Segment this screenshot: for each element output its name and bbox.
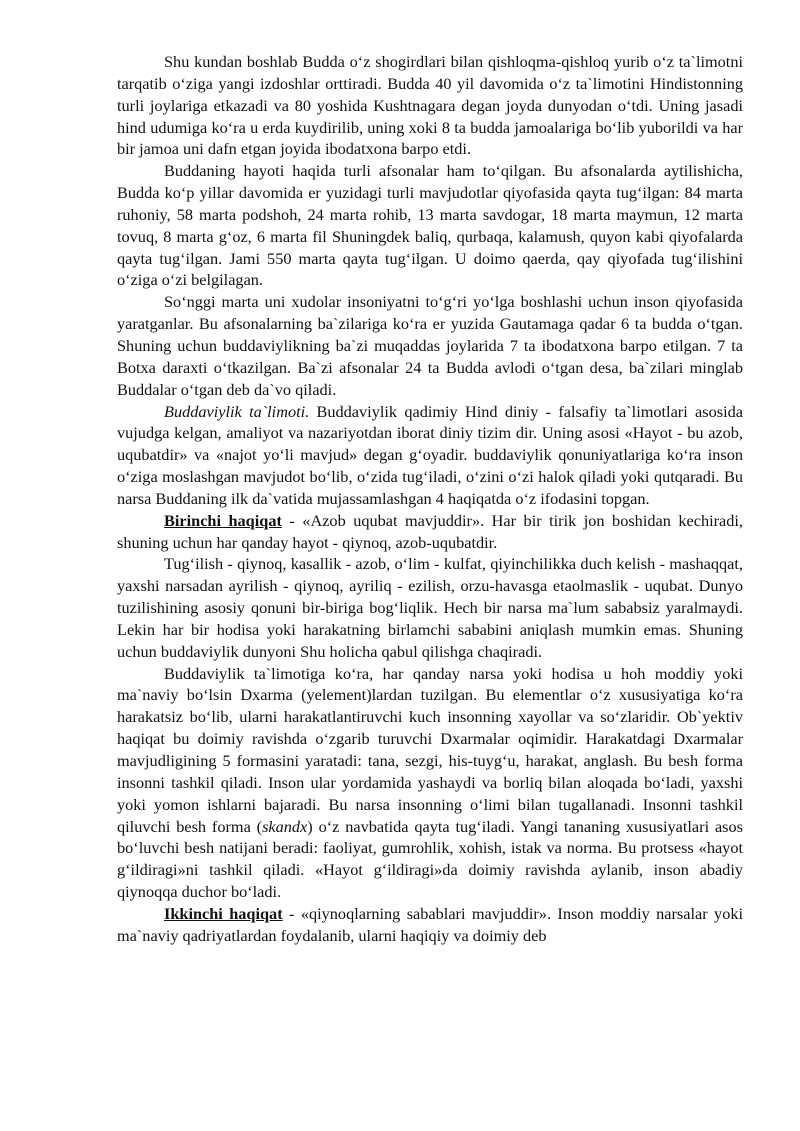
italic-term: skandx	[262, 816, 308, 836]
paragraph-text: So‘nggi marta uni xudolar insoniyatni to‘g‘ri yo‘lga boshlashi uchun inson qiyofasida yaratganlar. Bu afsonalarning ba`zilariga ko‘ra er yuzida Gautamaga qadar 6 ta budda o‘tgan. Shuning uchun buddaviylikning ba`zi muqaddas joylarida 7 ta ibodatxona barpo etilgan. 7 ta Botxa daraxti o‘tkazilgan. Ba`zi afsonalar 24 ta Budda avlodi o‘tgan desa, ba`zilari minglab Buddalar o‘tgan deb da`vo qiladi.	[117, 292, 743, 399]
paragraph-buddhism-teaching	[117, 401, 743, 510]
paragraph-budda-legends	[117, 160, 743, 291]
paragraph-text: - «qiynoqlarning sabablari mavjuddir». Inson moddiy narsalar yoki ma`naviy qadriyatlardan foydalanib, ularni haqiqiy va doimiy deb	[117, 903, 744, 945]
paragraph-text: Tug‘ilish - qiynoq, kasallik - azob, o‘lim - kulfat, qiyinchilikka duch kelish - mashaqqat, yaxshi narsadan ayrilish - qiynoq, ayriliq - ezilish, orzu-havasga etaolmaslik - uqubat. Dunyo tuzilishining asosiy qonuni bir-biriga bog‘liqlik. Hech bir narsa ma`lum sababsiz yaralmaydi. Lekin har bir hodisa yoki harakatning birlamchi sababini aniqlash mumkin emas. Shuning uchun buddaviylik dunyoni Shu holicha qabul qilishga chaqiradi.	[117, 554, 743, 661]
paragraph-text: ) o‘z navbatida qayta tug‘iladi. Yangi tananing xususiyatlari asos bo‘luvchi besh natijani beradi: faoliyat, gumrohlik, xohish, istak va norma. Bu protsess «hayot g‘ildiragi»ni tashkil qiladi. «Hayot g‘ildiragi»da doimiy ravishda aylanib, inson abadiy qiynoqqa duchor bo‘ladi.	[117, 816, 743, 902]
document-body	[117, 51, 743, 947]
paragraph-text: Shu kundan boshlab Budda o‘z shogirdlari bilan qishloqma-qishloq yurib o‘z ta`limotni tarqatib o‘ziga yangi izdoshlar orttiradi. Budda 40 yil davomida o‘z ta`limotini Hindistonning turli joylariga etkazadi va 80 yoshida Kushtnagara degan joyda dunyodan o‘tdi. Uning jasadi hind udumiga ko‘ra u erda kuydirilib, uning xoki 8 ta budda jamoalariga bo‘lib yuborildi va har bir jamoa uni dafn etgan joyida ibodatxona barpo etdi.	[117, 52, 743, 159]
paragraph-dharma	[117, 663, 743, 903]
paragraph-last-incarnation	[117, 291, 743, 400]
paragraph-text: Buddaning hayoti haqida turli afsonalar ham to‘qilgan. Bu afsonalarda aytilishicha, Budda ko‘p yillar davomida er yuzidagi turli mavjudotlar qiyofasida qayta tug‘ilgan: 84 marta ruhoniy, 58 marta podshoh, 24 marta rohib, 13 marta savdogar, 18 marta maymun, 12 marta tovuq, 8 marta g‘oz, 6 marta fil Shuningdek baliq, qurbaqa, kalamush, quyon kabi qiyofalarda qayta tug‘ilgan. Jami 550 marta qayta tug‘ilgan. U doimo qaerda, qay qiyofada tug‘ilishini o‘ziga o‘zi belgilagan.	[117, 161, 743, 290]
paragraph-text: Buddaviylik qadimiy Hind diniy - falsafiy ta`limotlari asosida vujudga kelgan, amaliyot va nazariyotdan iborat diniy tizim dir. Uning asosi «Hayot - bu azob, uqubatdir» va «najot yo‘li mavjud» degan g‘oyadir. buddaviylik qonuniyatlariga ko‘ra inson o‘ziga moslashgan mavjudot bo‘lib, o‘zida tug‘iladi, o‘zini o‘zi halok qiladi yoki qutqaradi. Bu narsa Buddaning ilk da`vatida mujassamlashgan 4 haqiqatda o‘z ifodasini topgan.	[117, 401, 743, 508]
first-truth-heading: Birinchi haqiqat	[164, 510, 282, 530]
paragraph-first-truth	[117, 510, 743, 554]
paragraph-second-truth	[117, 903, 743, 947]
section-heading: Buddaviylik ta`limoti.	[164, 401, 310, 421]
paragraph-text: - «Azob uqubat mavjuddir». Har bir tirik jon boshidan kechiradi, shuning uchun har qanday hayot - qiynoq, azob-uqubatdir.	[117, 510, 743, 552]
paragraph-budda-teaching-spread	[117, 51, 743, 160]
paragraph-text: Buddaviylik ta`limotiga ko‘ra, har qanday narsa yoki hodisa u hoh moddiy yoki ma`naviy bo‘lsin Dxarma (yelement)lardan tuzilgan. Bu elementlar o‘z xususiyatiga ko‘ra harakatsiz bo‘lib, ularni harakatlantiruvchi kuch insonning xayollar va so‘zlaridir. Ob`yektiv haqiqat bu doimiy ravishda o‘zgarib turuvchi Dxarmalar oqimidir. Harakatdagi Dxarmalar mavjudligining 5 formasini yaratadi: tana, sezgi, his-tuyg‘u, harakat, anglash. Bu besh forma insonni tashkil qiladi. Inson ular yordamida yashaydi va borliq bilan aloqada bo‘ladi, yaxshi yoki yomon ishlarni bajaradi. Bu narsa insonning o‘limi bilan tugallanadi. Insonni tashkil qiluvchi besh forma (	[117, 663, 743, 836]
paragraph-suffering-list	[117, 553, 743, 662]
second-truth-heading: Ikkinchi haqiqat	[164, 903, 283, 923]
